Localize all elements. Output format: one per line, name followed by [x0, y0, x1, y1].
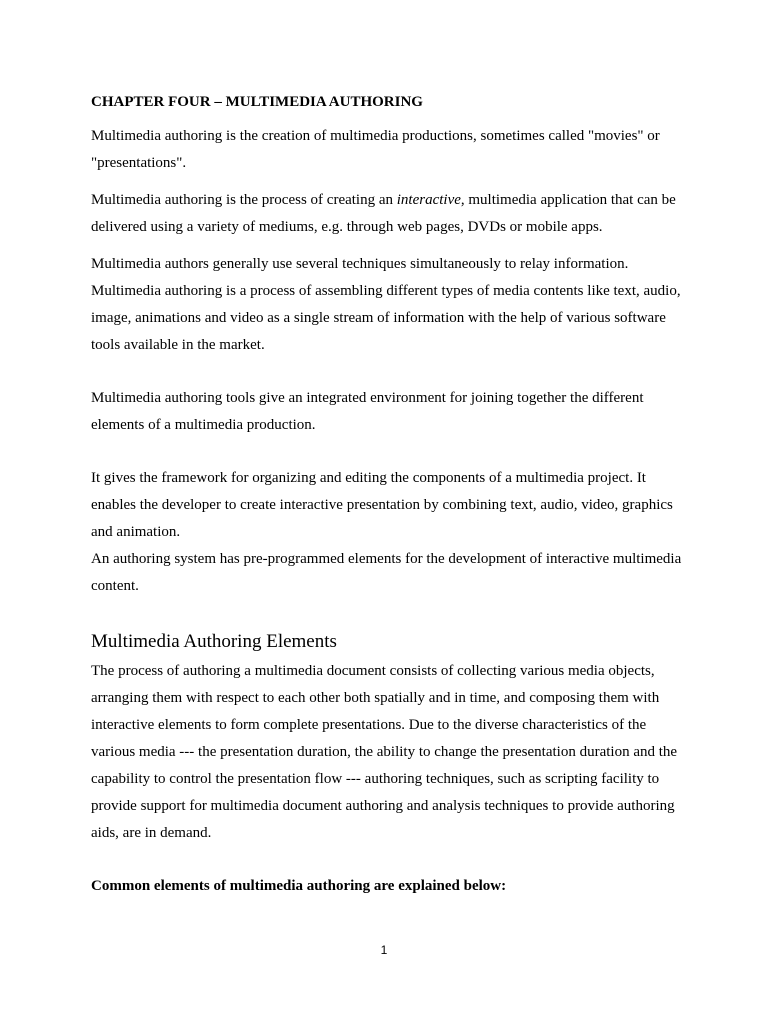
page-number: 1: [380, 943, 388, 957]
paragraph-tools: Multimedia authoring tools give an integrated environment for joining together the different elements of a multimedia production.: [91, 390, 644, 433]
paragraph-process-text-end: , multimedia application that can be delivered using a variety of mediums, e.g. through web pages, DVDs or mobile apps.: [91, 192, 676, 235]
paragraph-techniques: Multimedia authors generally use several techniques simultaneously to relay information. Multimedia authoring is a process of assembling different types of media contents like text, audio, image, animations and video as a single stream of information with the help of various software tools available in the market.: [91, 256, 681, 353]
chapter-title: CHAPTER FOUR – MULTIMEDIA AUTHORING: [91, 94, 423, 110]
paragraph-framework: It gives the framework for organizing and editing the components of a multimedia project. It enables the developer to create interactive presentation by combining text, audio, video, graphics and animation.: [91, 470, 673, 540]
section-title: Multimedia Authoring Elements: [91, 631, 337, 652]
paragraph-definition: Multimedia authoring is the creation of multimedia productions, sometimes called "movies" or "presentations".: [91, 128, 660, 171]
paragraph-elements: The process of authoring a multimedia document consists of collecting various media objects, arranging them with respect to each other both spatially and in time, and composing them with interactive elements to form complete presentations. Due to the diverse characteristics of the various media --- the presentation duration, the ability to change the presentation duration and the capability to control the presentation flow --- authoring techniques, such as scripting facility to provide support for multimedia document authoring and analysis techniques to provide authoring aids, are in demand.: [91, 663, 678, 841]
paragraph-process-text-start: Multimedia authoring is the process of creating an: [91, 192, 397, 208]
paragraph-authoring-system: An authoring system has pre-programmed elements for the development of interactive multimedia content.: [91, 551, 682, 594]
paragraph-process: [91, 187, 683, 241]
paragraph-process-emphasis: interactive: [396, 192, 461, 208]
document-body: [91, 91, 683, 910]
bold-intro-line: Common elements of multimedia authoring are explained below:: [91, 878, 507, 894]
